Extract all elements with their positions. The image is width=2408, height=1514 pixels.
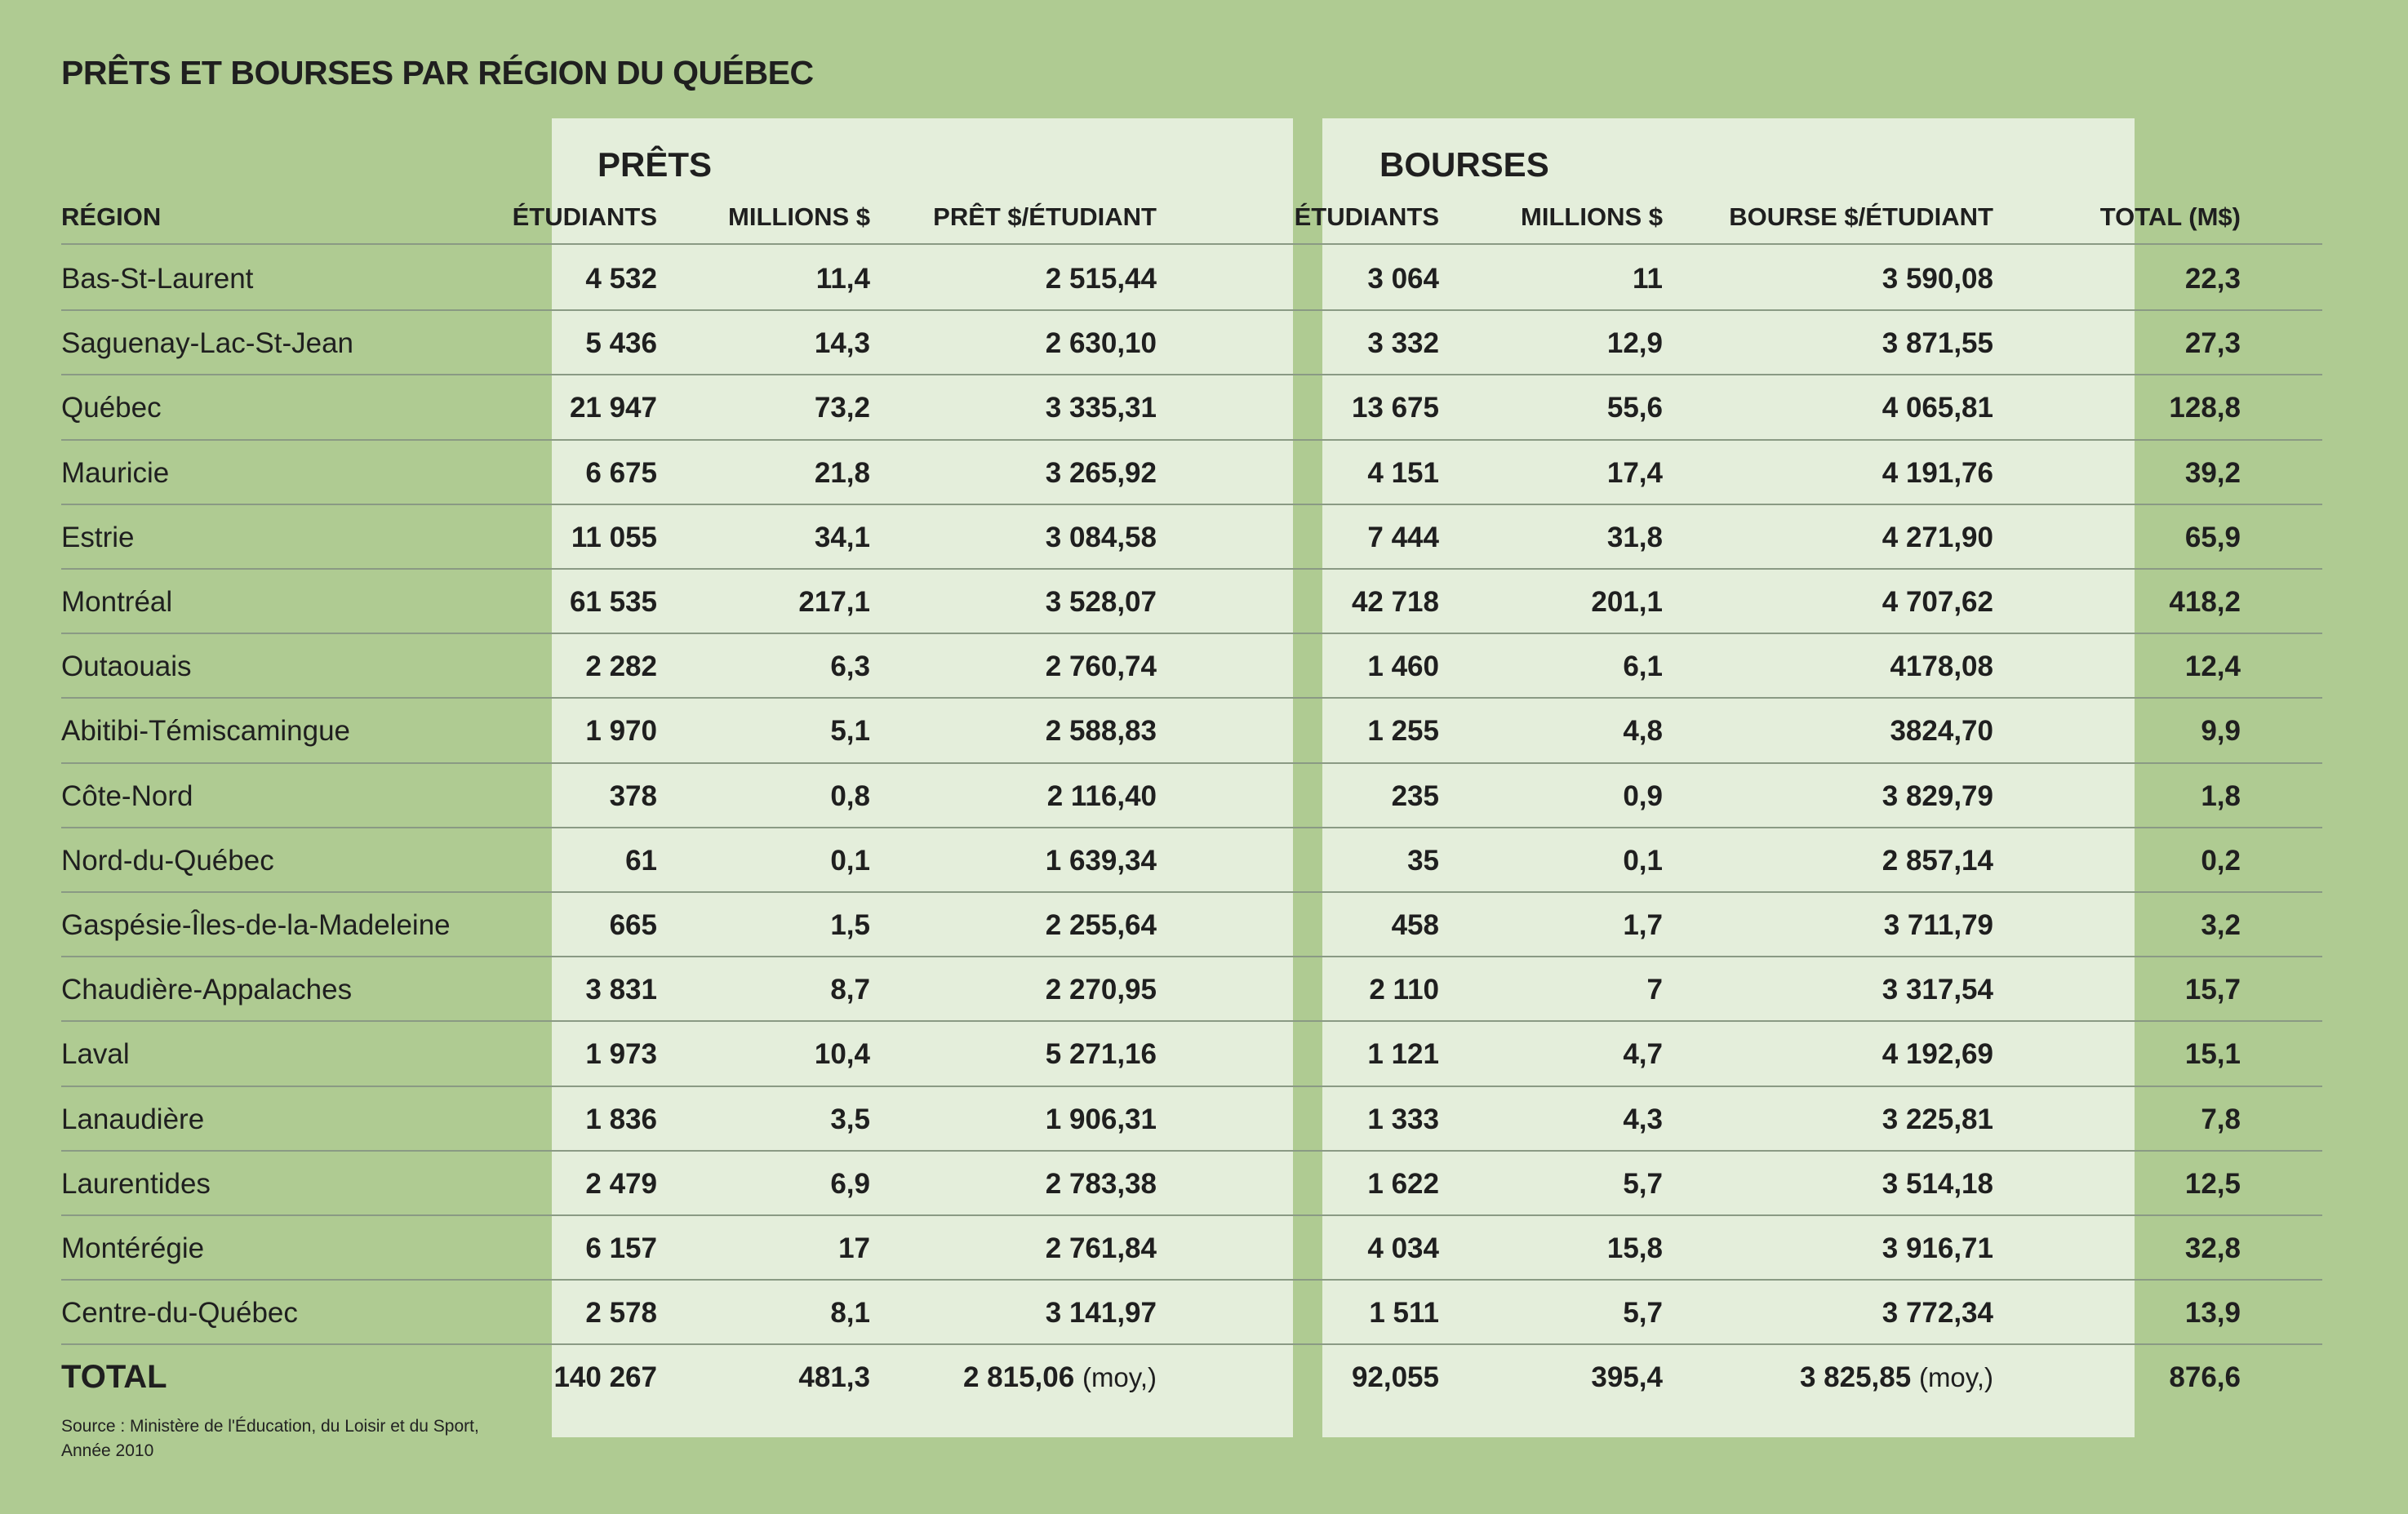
cell-total: 0,2 [2201,844,2241,877]
cell-pret-par-etudiant: 1 906,31 [1045,1103,1157,1135]
table-row [0,957,2326,1022]
cell-bourses-etudiants: 1 121 [1367,1038,1439,1071]
table-row [0,1152,2326,1216]
table-row [0,893,2326,957]
cell-bourses-millions: 0,1 [1623,844,1663,877]
total-pret-par-etudiant [963,1345,1157,1410]
cell-bourses-etudiants: 235 [1391,779,1439,812]
cell-prets-millions: 6,9 [830,1167,870,1200]
cell-prets-millions: 34,1 [814,521,870,553]
cell-bourse-par-etudiant: 4 192,69 [1882,1038,1993,1071]
header-total: TOTAL (M$) [2099,202,2241,231]
table-row [0,1216,2326,1281]
table-row [0,699,2326,763]
cell-bourses-etudiants: 42 718 [1351,586,1439,618]
cell-prets-millions: 0,1 [830,844,870,877]
cell-region: Laval [61,1038,130,1071]
cell-bourses-millions: 15,8 [1606,1232,1663,1264]
cell-prets-millions: 1,5 [830,909,870,941]
header-region: RÉGION [61,202,162,231]
header-rule [61,243,2322,245]
source-line-2: Année 2010 [61,1441,154,1460]
cell-prets-millions: 217,1 [798,586,870,618]
cell-prets-etudiants: 378 [609,779,657,812]
cell-bourses-millions: 4,8 [1623,715,1663,748]
cell-total: 3,2 [2201,909,2241,941]
cell-bourses-etudiants: 35 [1407,844,1439,877]
cell-region: Laurentides [61,1167,211,1200]
table-row [0,634,2326,699]
header-pret-par-etudiant: PRÊT $/ÉTUDIANT [933,202,1157,231]
cell-bourse-par-etudiant: 2 857,14 [1882,844,1993,877]
cell-prets-etudiants: 61 [625,844,657,877]
cell-prets-millions: 73,2 [814,392,870,424]
table-row [0,1022,2326,1086]
cell-bourse-par-etudiant: 3 871,55 [1882,327,1993,360]
table-row [0,505,2326,570]
cell-prets-etudiants: 1 970 [585,715,657,748]
cell-region: Gaspésie-Îles-de-la-Madeleine [61,909,451,941]
cell-bourse-par-etudiant: 3 514,18 [1882,1167,1993,1200]
cell-bourse-par-etudiant: 3 916,71 [1882,1232,1993,1264]
total-label: TOTAL [61,1359,167,1396]
cell-prets-etudiants: 11 055 [571,521,657,553]
cell-region: Chaudière-Appalaches [61,974,353,1006]
cell-prets-etudiants: 6 675 [585,456,657,489]
group-title-bourses: BOURSES [1379,145,1549,184]
cell-total: 32,8 [2184,1232,2241,1264]
cell-bourse-par-etudiant: 3 772,34 [1882,1297,1993,1330]
cell-bourses-millions: 5,7 [1623,1167,1663,1200]
total-bourse-par-etudiant-value: 3 825,85 [1799,1361,1912,1394]
total-bourse-note: (moy,) [1918,1362,1993,1393]
cell-prets-millions: 21,8 [814,456,870,489]
cell-bourses-etudiants: 1 255 [1367,715,1439,748]
cell-bourse-par-etudiant: 3824,70 [1890,715,1993,748]
cell-prets-etudiants: 2 282 [585,650,657,683]
cell-bourses-etudiants: 13 675 [1351,392,1439,424]
cell-total: 7,8 [2201,1103,2241,1135]
cell-prets-etudiants: 61 535 [569,586,657,618]
cell-bourse-par-etudiant: 3 225,81 [1882,1103,1993,1135]
cell-total: 13,9 [2184,1297,2241,1330]
cell-bourses-etudiants: 1 622 [1367,1167,1439,1200]
table-row [0,311,2326,375]
cell-prets-etudiants: 2 479 [585,1167,657,1200]
cell-pret-par-etudiant: 2 760,74 [1045,650,1157,683]
cell-prets-millions: 14,3 [814,327,870,360]
cell-bourses-etudiants: 2 110 [1369,974,1439,1006]
cell-prets-etudiants: 2 578 [585,1297,657,1330]
total-prets-etudiants: 140 267 [553,1361,657,1394]
total-bourse-par-etudiant [1800,1345,1993,1410]
cell-total: 12,5 [2184,1167,2241,1200]
cell-pret-par-etudiant: 2 761,84 [1045,1232,1157,1264]
cell-bourses-millions: 201,1 [1591,586,1663,618]
cell-bourses-etudiants: 1 511 [1369,1297,1439,1330]
header-row [0,184,2326,249]
cell-region: Abitibi-Témiscamingue [61,715,351,748]
table-row [0,828,2326,893]
cell-prets-millions: 8,7 [830,974,870,1006]
cell-bourse-par-etudiant: 4 191,76 [1882,456,1993,489]
cell-total: 128,8 [2169,392,2241,424]
cell-prets-millions: 10,4 [814,1038,870,1071]
cell-bourse-par-etudiant: 3 317,54 [1882,974,1993,1006]
cell-bourses-etudiants: 458 [1391,909,1439,941]
cell-bourses-millions: 17,4 [1606,456,1663,489]
cell-prets-etudiants: 6 157 [585,1232,657,1264]
header-prets-millions: MILLIONS $ [728,202,870,231]
cell-prets-etudiants: 1 973 [585,1038,657,1071]
cell-pret-par-etudiant: 3 265,92 [1045,456,1157,489]
cell-pret-par-etudiant: 2 116,40 [1046,779,1157,812]
table-row [0,375,2326,440]
cell-total: 1,8 [2201,779,2241,812]
cell-bourses-millions: 55,6 [1606,392,1663,424]
cell-total: 65,9 [2184,521,2241,553]
total-bourses-etudiants: 92,055 [1351,1361,1439,1394]
cell-bourses-etudiants: 7 444 [1367,521,1439,553]
cell-bourses-millions: 4,7 [1623,1038,1663,1071]
cell-bourses-etudiants: 3 332 [1367,327,1439,360]
cell-pret-par-etudiant: 2 515,44 [1045,263,1157,295]
table-row [0,1087,2326,1152]
cell-prets-etudiants: 4 532 [585,263,657,295]
total-row [0,1345,2326,1410]
cell-prets-millions: 0,8 [830,779,870,812]
cell-pret-par-etudiant: 3 528,07 [1045,586,1157,618]
cell-pret-par-etudiant: 1 639,34 [1045,844,1157,877]
header-bourses-millions: MILLIONS $ [1521,202,1663,231]
cell-prets-etudiants: 1 836 [585,1103,657,1135]
cell-bourse-par-etudiant: 4 707,62 [1882,586,1993,618]
total-pret-par-etudiant-value: 2 815,06 [962,1361,1075,1394]
cell-bourse-par-etudiant: 3 711,79 [1883,909,1993,941]
cell-prets-millions: 5,1 [830,715,870,748]
group-title-prets: PRÊTS [598,145,713,184]
table-row [0,764,2326,828]
cell-region: Nord-du-Québec [61,844,274,877]
cell-bourses-etudiants: 4 151 [1367,456,1439,489]
cell-bourses-etudiants: 4 034 [1367,1232,1439,1264]
cell-region: Outaouais [61,650,192,683]
cell-pret-par-etudiant: 2 255,64 [1045,909,1157,941]
cell-pret-par-etudiant: 3 335,31 [1045,392,1157,424]
cell-pret-par-etudiant: 3 084,58 [1045,521,1157,553]
cell-region: Estrie [61,521,135,553]
cell-total: 15,1 [2184,1038,2241,1071]
cell-bourse-par-etudiant: 4 271,90 [1882,521,1993,553]
cell-bourses-millions: 7 [1646,974,1663,1006]
cell-pret-par-etudiant: 2 270,95 [1045,974,1157,1006]
cell-total: 22,3 [2184,263,2241,295]
cell-region: Côte-Nord [61,779,193,812]
source-line-1: Source : Ministère de l'Éducation, du Loisir et du Sport, [61,1417,479,1436]
table-row [0,570,2326,634]
total-prets-millions: 481,3 [798,1361,870,1394]
cell-total: 39,2 [2184,456,2241,489]
table-title: PRÊTS ET BOURSES PAR RÉGION DU QUÉBEC [61,54,814,91]
cell-total: 27,3 [2184,327,2241,360]
cell-region: Québec [61,392,162,424]
cell-bourses-millions: 1,7 [1623,909,1663,941]
cell-bourse-par-etudiant: 3 829,79 [1882,779,1993,812]
cell-prets-millions: 8,1 [830,1297,870,1330]
cell-prets-millions: 3,5 [830,1103,870,1135]
cell-prets-millions: 11,4 [815,263,870,295]
header-bourse-par-etudiant: BOURSE $/ÉTUDIANT [1729,202,1993,231]
cell-prets-etudiants: 5 436 [585,327,657,360]
source-note [61,1414,518,1463]
cell-region: Lanaudière [61,1103,205,1135]
cell-pret-par-etudiant: 3 141,97 [1045,1297,1157,1330]
cell-bourse-par-etudiant: 4178,08 [1890,650,1993,683]
total-grand-total: 876,6 [2169,1361,2241,1394]
header-bourses-etudiants: ÉTUDIANTS [1294,202,1439,231]
cell-pret-par-etudiant: 5 271,16 [1045,1038,1157,1071]
cell-region: Saguenay-Lac-St-Jean [61,327,353,360]
table-row [0,441,2326,505]
cell-bourses-millions: 6,1 [1623,650,1663,683]
cell-region: Centre-du-Québec [61,1297,298,1330]
cell-bourses-millions: 11 [1633,263,1663,295]
cell-bourses-millions: 5,7 [1623,1297,1663,1330]
cell-region: Montréal [61,586,173,618]
cell-total: 12,4 [2184,650,2241,683]
total-pret-note: (moy,) [1082,1362,1157,1393]
cell-region: Mauricie [61,456,170,489]
cell-region: Montérégie [61,1232,205,1264]
cell-region: Bas-St-Laurent [61,263,254,295]
cell-pret-par-etudiant: 2 783,38 [1045,1167,1157,1200]
cell-bourses-etudiants: 3 064 [1367,263,1439,295]
cell-bourse-par-etudiant: 4 065,81 [1882,392,1993,424]
cell-prets-millions: 17 [838,1232,870,1264]
table-row [0,1281,2326,1345]
cell-bourses-etudiants: 1 333 [1367,1103,1439,1135]
cell-prets-etudiants: 21 947 [569,392,657,424]
cell-prets-etudiants: 665 [609,909,657,941]
header-prets-etudiants: ÉTUDIANTS [512,202,657,231]
cell-bourses-millions: 31,8 [1606,521,1663,553]
total-bourses-millions: 395,4 [1591,1361,1663,1394]
cell-pret-par-etudiant: 2 630,10 [1045,327,1157,360]
cell-bourses-millions: 0,9 [1623,779,1663,812]
cell-total: 418,2 [2169,586,2241,618]
cell-bourse-par-etudiant: 3 590,08 [1882,263,1993,295]
cell-prets-millions: 6,3 [830,650,870,683]
cell-total: 15,7 [2184,974,2241,1006]
cell-pret-par-etudiant: 2 588,83 [1045,715,1157,748]
table-row [0,246,2326,311]
cell-total: 9,9 [2201,715,2241,748]
cell-bourses-millions: 12,9 [1606,327,1663,360]
cell-bourses-millions: 4,3 [1623,1103,1663,1135]
cell-bourses-etudiants: 1 460 [1367,650,1439,683]
cell-prets-etudiants: 3 831 [585,974,657,1006]
